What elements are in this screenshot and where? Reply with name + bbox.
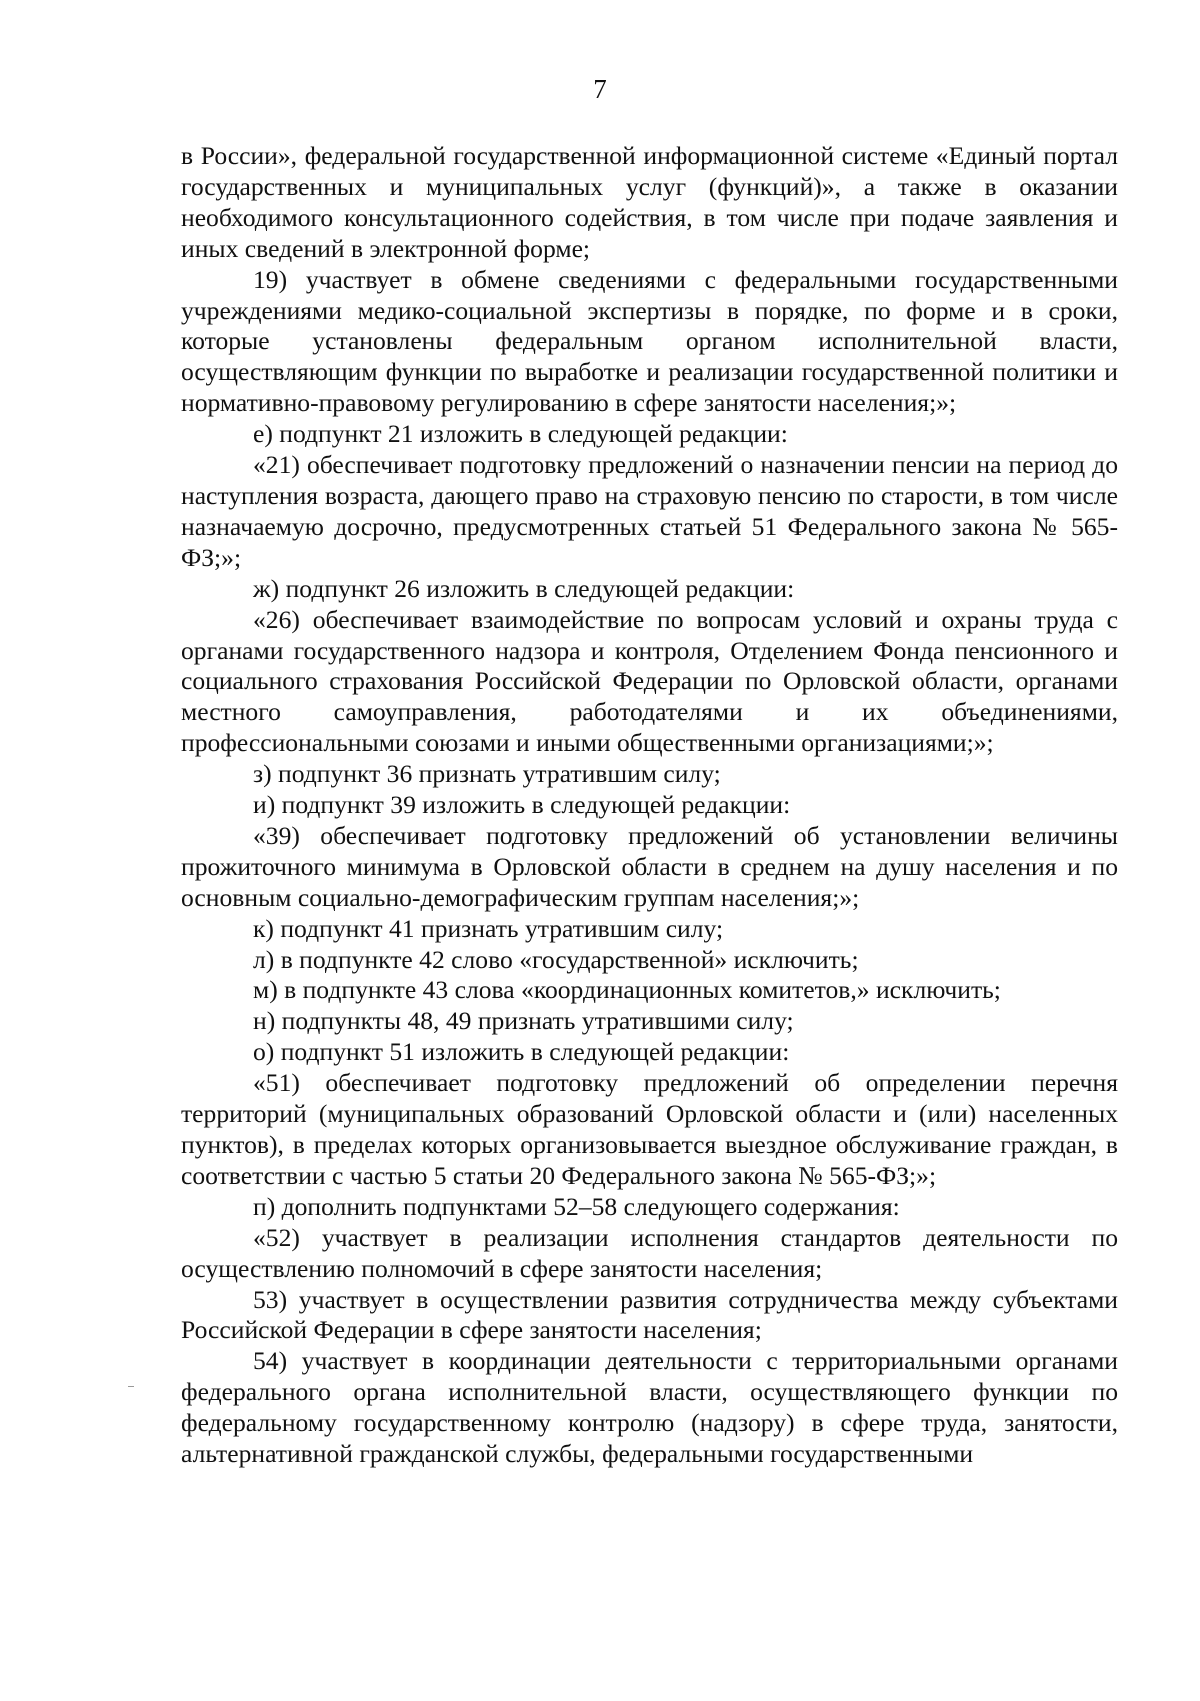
paragraph-zh: ж) подпункт 26 изложить в следующей редакции:: [253, 573, 795, 603]
paragraph-z: з) подпункт 36 признать утратившим силу;: [253, 759, 721, 789]
paragraph-item-54: 54) участвует в координации деятельности с территориальными органами федерального органа исполнительной власти, осуществляющего функции по федеральному государственному контролю (надзору) в сфере труда, занятости, альтернативной гражданской службы, федеральными государственными: [181, 1346, 1118, 1469]
paragraph-continuation: в России», федеральной государственной информационной системе «Единый портал государственных и муниципальных услуг (функций)», а также в оказании необходимого консультационного содействия, в том числе при подаче заявления и иных сведений в электронной форме;: [181, 141, 1118, 263]
scan-speck: [128, 1386, 134, 1387]
paragraph-item-51: «51) обеспечивает подготовку предложений об определении перечня территорий (муниципальных образований Орловской области и (или) населенных пунктов), в пределах которых организовывается выездное обслуживание граждан, в соответствии с частью 5 статьи 20 Федерального закона № 565-ФЗ;»;: [181, 1068, 1118, 1190]
paragraph-l: л) в подпункте 42 слово «государственной» исключить;: [253, 944, 859, 974]
document-body: [181, 141, 1118, 1470]
paragraph-item-26: «26) обеспечивает взаимодействие по вопросам условий и охраны труда с органами государственного надзора и контроля, Отделением Фонда пенсионного и социального страхования Российской Федерации по Орловской области, органами местного самоуправления, работодателями и их объединениями, профессиональными союзами и иными общественными организациями;»;: [181, 604, 1118, 758]
paragraph-o: о) подпункт 51 изложить в следующей редакции:: [253, 1037, 790, 1067]
page-number: 7: [593, 74, 607, 104]
paragraph-m: м) в подпункте 43 слова «координационных комитетов,» исключить;: [253, 975, 1001, 1005]
paragraph-p: п) дополнить подпунктами 52–58 следующего содержания:: [253, 1191, 900, 1221]
paragraph-k: к) подпункт 41 признать утратившим силу;: [253, 913, 724, 943]
paragraph-item-52: «52) участвует в реализации исполнения стандартов деятельности по осуществлению полномочий в сфере занятости населения;: [181, 1222, 1118, 1283]
paragraph-item-19: 19) участвует в обмене сведениями с федеральными государственными учреждениями медико-социальной экспертизы в порядке, по форме и в сроки, которые установлены федеральным органом исполнительной власти, осуществляющим функции по выработке и реализации государственной политики и нормативно-правовому регулированию в сфере занятости населения;»;: [181, 264, 1118, 418]
paragraph-item-53: 53) участвует в осуществлении развития сотрудничества между субъектами Российской Федерации в сфере занятости населения;: [181, 1284, 1118, 1345]
paragraph-n: н) подпункты 48, 49 признать утратившими силу;: [253, 1006, 794, 1036]
paragraph-item-21: «21) обеспечивает подготовку предложений о назначении пенсии на период до наступления возраста, дающего право на страховую пенсию по старости, в том числе назначаемую досрочно, предусмотренных статьей 51 Федерального закона № 565-ФЗ;»;: [181, 450, 1118, 572]
paragraph-i: и) подпункт 39 изложить в следующей редакции:: [253, 790, 791, 820]
paragraph-item-39: «39) обеспечивает подготовку предложений об установлении величины прожиточного минимума в Орловской области в среднем на душу населения и по основным социально-демографическим группам населения;»;: [181, 820, 1118, 912]
paragraph-e: е) подпункт 21 изложить в следующей редакции:: [253, 419, 788, 449]
